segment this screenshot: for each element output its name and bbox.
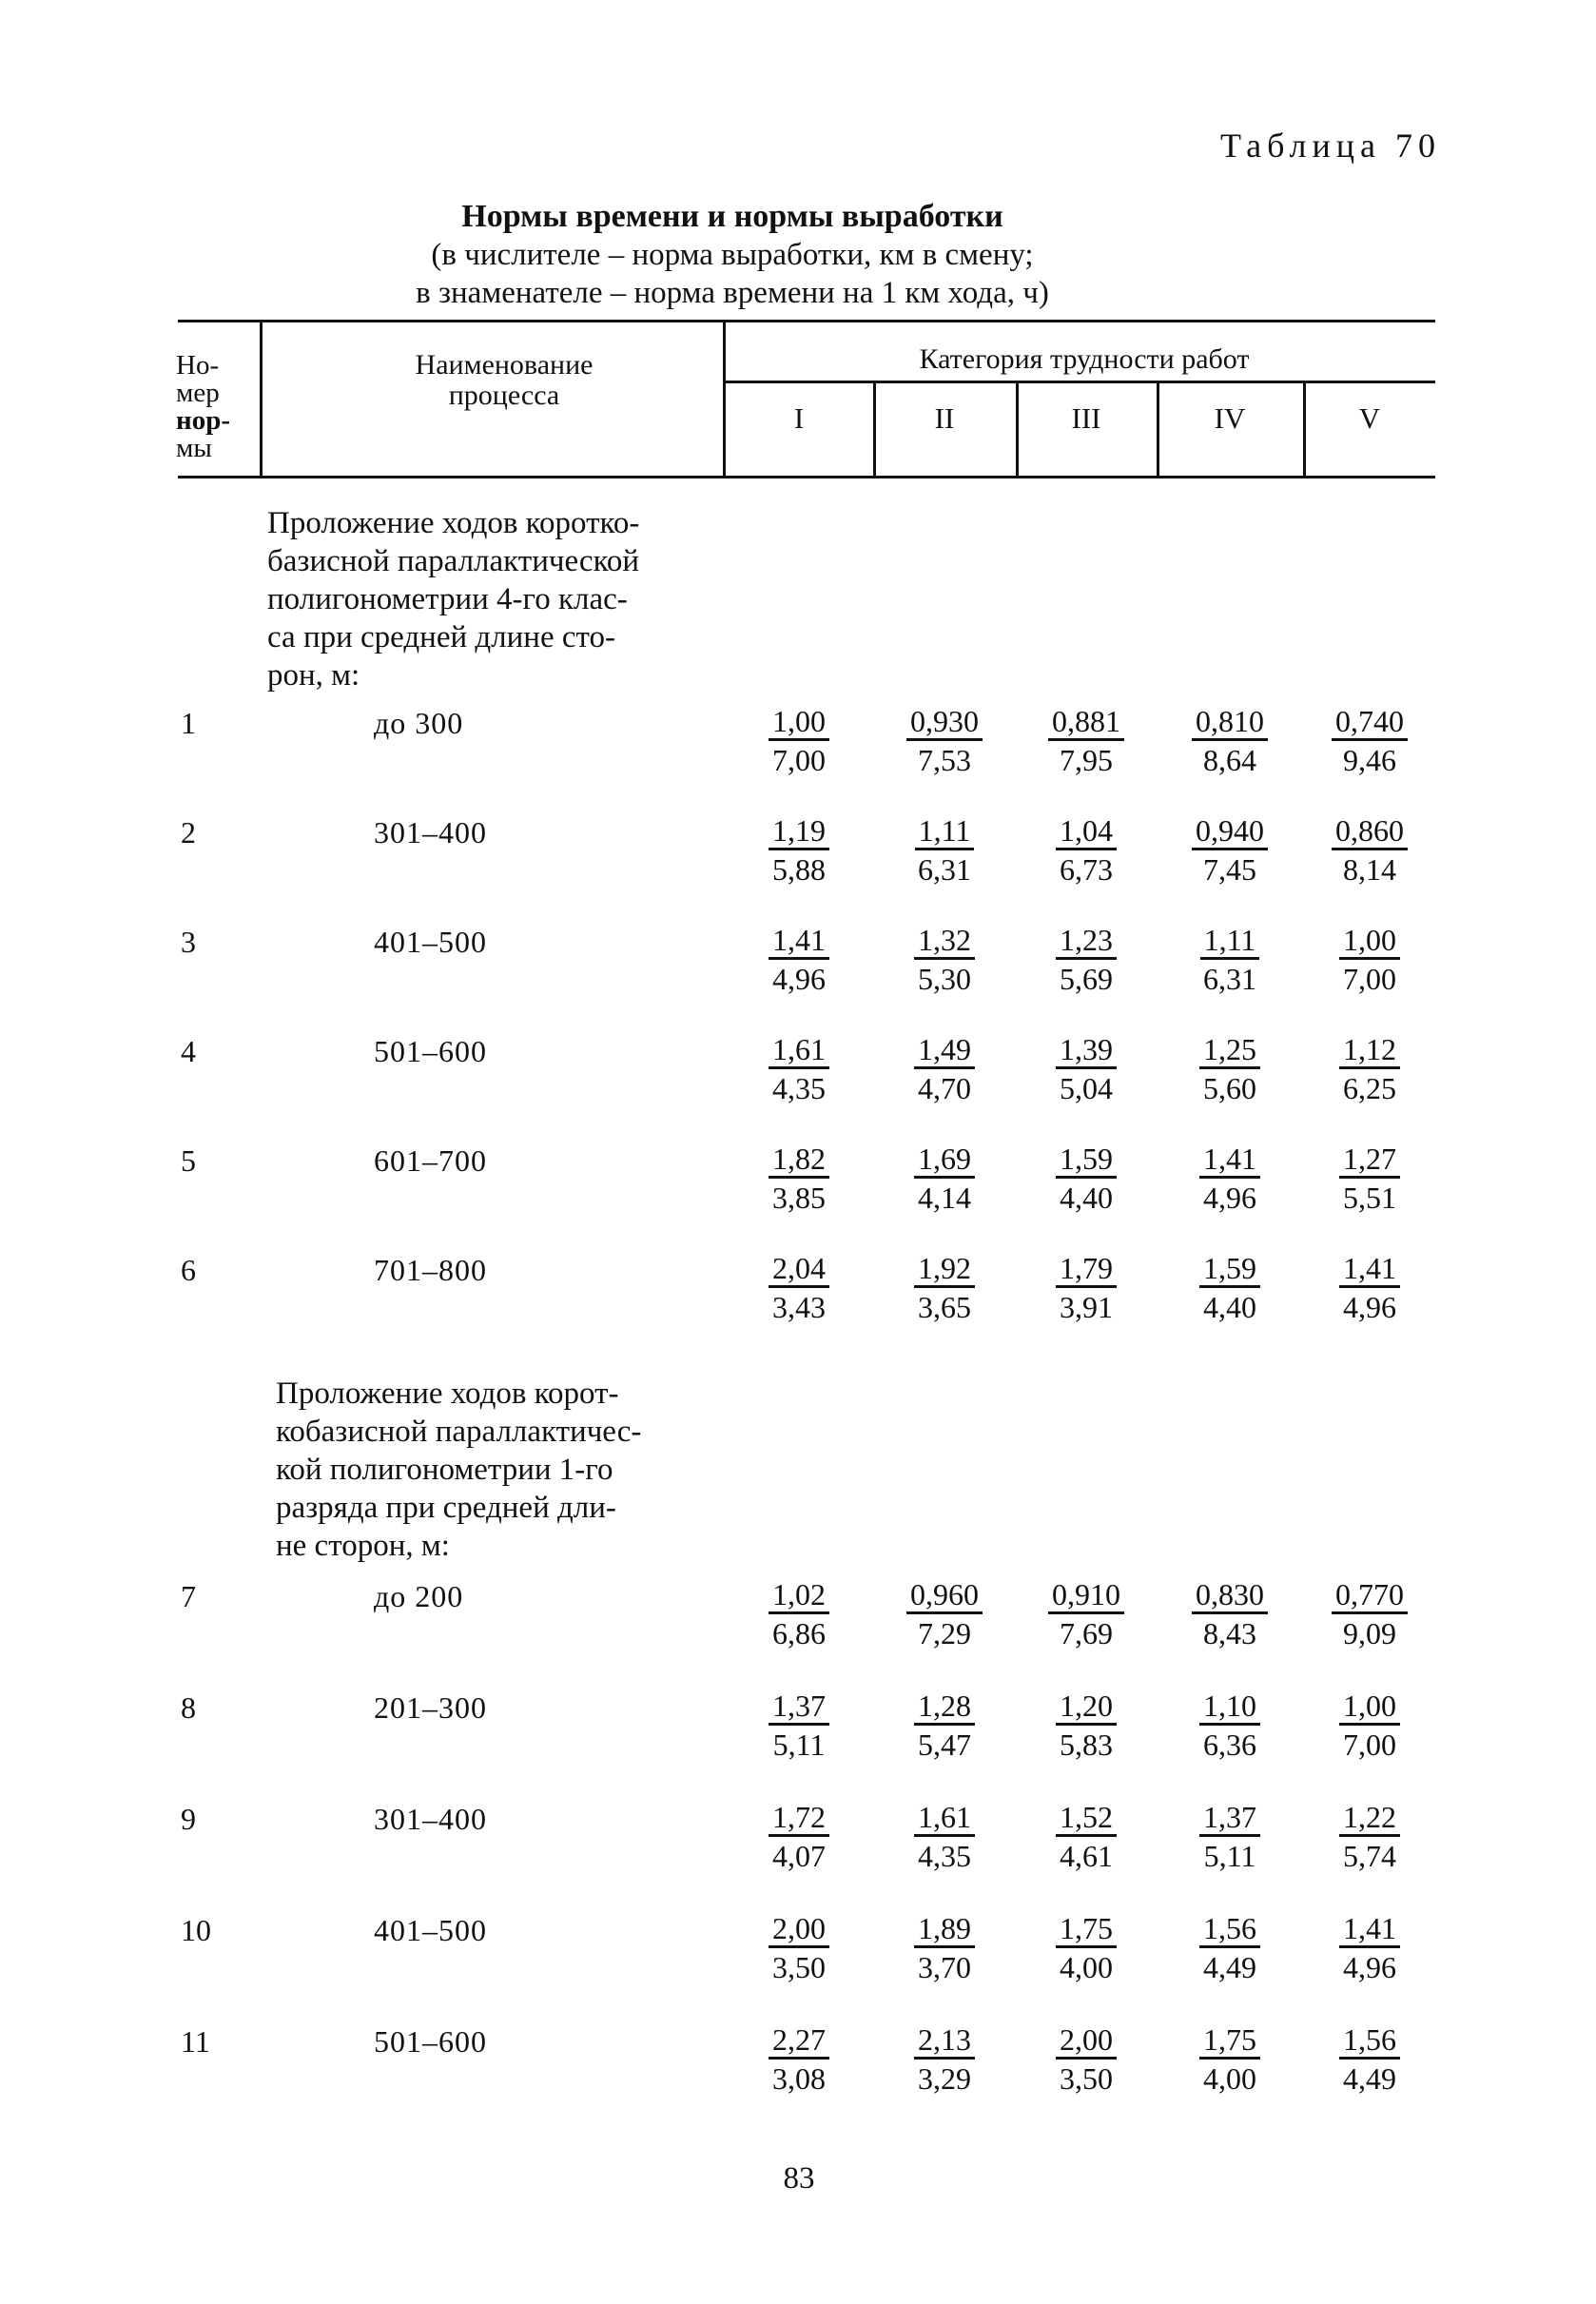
header-col-iii: III — [1071, 401, 1101, 435]
norm-fraction — [1029, 921, 1143, 998]
output-norm-numerator: 1,04 — [1056, 813, 1117, 850]
header-bottom-rule — [178, 476, 1435, 478]
time-norm-denominator: 5,74 — [1343, 1839, 1396, 1873]
time-norm-denominator: 5,83 — [1060, 1728, 1113, 1762]
row-number: 6 — [181, 1253, 196, 1287]
output-norm-numerator: 2,00 — [769, 1911, 829, 1948]
row-number: 9 — [181, 1802, 196, 1836]
output-norm-numerator: 0,930 — [906, 704, 983, 741]
row-number: 4 — [181, 1034, 196, 1068]
output-norm-numerator: 1,37 — [1199, 1800, 1260, 1837]
section-heading: Проложение ходов коротко- базисной параллактической полигонометрии 4-го клас- са при средней длине сто- рон, м: — [267, 506, 640, 693]
norm-fraction — [742, 1249, 856, 1326]
header-col-ii: II — [934, 401, 955, 435]
output-norm-numerator: 1,27 — [1339, 1142, 1400, 1179]
norm-fraction — [742, 811, 856, 888]
row-side-length-range: 501–600 — [374, 1034, 487, 1068]
row-side-length-range: 301–400 — [374, 815, 487, 849]
norm-fraction — [1313, 2021, 1427, 2098]
output-norm-numerator: 0,940 — [1192, 813, 1268, 850]
time-norm-denominator: 9,09 — [1343, 1616, 1396, 1650]
row-number: 5 — [181, 1143, 196, 1178]
norm-fraction — [1029, 2021, 1143, 2098]
time-norm-denominator: 3,65 — [918, 1290, 971, 1324]
category-rule — [725, 381, 1435, 383]
time-norm-denominator: 6,86 — [772, 1616, 826, 1650]
norm-fraction — [1313, 1798, 1427, 1875]
time-norm-denominator: 4,00 — [1060, 1950, 1113, 1984]
output-norm-numerator: 2,13 — [914, 2022, 975, 2060]
output-norm-numerator: 1,00 — [1339, 1689, 1400, 1726]
norm-fraction — [1173, 1798, 1287, 1875]
col-divider-v — [1303, 381, 1306, 478]
time-norm-denominator: 5,51 — [1343, 1181, 1396, 1215]
time-norm-denominator: 4,07 — [772, 1839, 826, 1873]
table-label: Таблица 70 — [1220, 127, 1441, 165]
time-norm-denominator: 7,53 — [918, 743, 971, 777]
output-norm-numerator: 1,41 — [1339, 1911, 1400, 1948]
time-norm-denominator: 4,40 — [1060, 1181, 1113, 1215]
output-norm-numerator: 1,00 — [769, 704, 829, 741]
header-norm-number: Но- мер нор- мы — [176, 350, 230, 463]
norm-fraction — [742, 702, 856, 779]
norm-fraction — [1029, 1575, 1143, 1652]
output-norm-numerator: 1,75 — [1199, 2022, 1260, 2060]
output-norm-numerator: 1,02 — [769, 1577, 829, 1614]
time-norm-denominator: 4,61 — [1060, 1839, 1113, 1873]
time-norm-denominator: 7,29 — [918, 1616, 971, 1650]
time-norm-denominator: 5,60 — [1203, 1071, 1256, 1105]
norm-fraction — [1313, 1575, 1427, 1652]
header-col-i: I — [793, 401, 805, 435]
time-norm-denominator: 4,96 — [772, 962, 826, 996]
output-norm-numerator: 0,860 — [1332, 813, 1408, 850]
row-side-length-range: 201–300 — [374, 1690, 487, 1725]
title-line-3: в знаменателе – норма времени на 1 км хода, ч) — [416, 276, 1049, 310]
output-norm-numerator: 1,41 — [769, 923, 829, 960]
time-norm-denominator: 5,69 — [1060, 962, 1113, 996]
output-norm-numerator: 1,89 — [914, 1911, 975, 1948]
row-side-length-range: 701–800 — [374, 1253, 487, 1287]
norm-fraction — [1173, 1687, 1287, 1764]
time-norm-denominator: 7,00 — [1343, 1728, 1396, 1762]
output-norm-numerator: 1,75 — [1056, 1911, 1117, 1948]
time-norm-denominator: 3,85 — [772, 1181, 826, 1215]
norm-fraction — [887, 1687, 1002, 1764]
time-norm-denominator: 4,96 — [1343, 1290, 1396, 1324]
output-norm-numerator: 1,69 — [914, 1142, 975, 1179]
output-norm-numerator: 1,25 — [1199, 1032, 1260, 1069]
time-norm-denominator: 6,31 — [1203, 962, 1256, 996]
output-norm-numerator: 1,92 — [914, 1251, 975, 1288]
norm-fraction — [887, 702, 1002, 779]
title-line-2: (в числителе – норма выработки, км в смену; — [431, 238, 1034, 272]
time-norm-denominator: 5,30 — [918, 962, 971, 996]
time-norm-denominator: 4,49 — [1343, 2061, 1396, 2096]
row-number: 2 — [181, 815, 196, 849]
time-norm-denominator: 6,36 — [1203, 1728, 1256, 1762]
norm-fraction — [1173, 1909, 1287, 1986]
norm-fraction — [1313, 702, 1427, 779]
output-norm-numerator: 1,11 — [1200, 923, 1260, 960]
output-norm-numerator: 1,00 — [1339, 923, 1400, 960]
table-title — [314, 198, 1151, 312]
time-norm-denominator: 5,04 — [1060, 1071, 1113, 1105]
row-number: 11 — [181, 2024, 210, 2059]
col-divider-iv — [1157, 381, 1159, 478]
time-norm-denominator: 4,96 — [1343, 1950, 1396, 1984]
header-process-name: Наименование процесса — [415, 349, 594, 411]
output-norm-numerator: 0,910 — [1048, 1577, 1124, 1614]
norm-fraction — [1029, 1798, 1143, 1875]
row-side-length-range: до 300 — [374, 706, 464, 740]
output-norm-numerator: 1,11 — [915, 813, 975, 850]
time-norm-denominator: 6,31 — [918, 852, 971, 887]
norm-fraction — [1173, 2021, 1287, 2098]
norm-fraction — [1029, 1909, 1143, 1986]
time-norm-denominator: 9,46 — [1343, 743, 1396, 777]
norm-fraction — [1313, 1909, 1427, 1986]
norm-fraction — [1313, 1687, 1427, 1764]
time-norm-denominator: 4,35 — [772, 1071, 826, 1105]
norm-fraction — [742, 1030, 856, 1107]
header-difficulty-category: Категория трудности работ — [919, 343, 1250, 375]
time-norm-denominator: 5,11 — [1203, 1839, 1256, 1873]
output-norm-numerator: 1,20 — [1056, 1689, 1117, 1726]
time-norm-denominator: 3,70 — [918, 1950, 971, 1984]
norm-fraction — [887, 1798, 1002, 1875]
norm-fraction — [887, 921, 1002, 998]
time-norm-denominator: 3,29 — [918, 2061, 971, 2096]
row-side-length-range: 301–400 — [374, 1802, 487, 1836]
time-norm-denominator: 3,91 — [1060, 1290, 1113, 1324]
row-number: 8 — [181, 1690, 196, 1725]
output-norm-numerator: 0,960 — [906, 1577, 983, 1614]
norm-fraction — [1029, 1140, 1143, 1217]
output-norm-numerator: 1,10 — [1199, 1689, 1260, 1726]
output-norm-numerator: 1,61 — [914, 1800, 975, 1837]
norm-fraction — [742, 921, 856, 998]
norm-fraction — [1313, 1140, 1427, 1217]
norm-fraction — [1313, 811, 1427, 888]
output-norm-numerator: 2,27 — [769, 2022, 829, 2060]
time-norm-denominator: 4,49 — [1203, 1950, 1256, 1984]
col-divider-ii — [873, 381, 876, 478]
output-norm-numerator: 1,82 — [769, 1142, 829, 1179]
norm-fraction — [1173, 811, 1287, 888]
time-norm-denominator: 8,14 — [1343, 852, 1396, 887]
output-norm-numerator: 1,72 — [769, 1800, 829, 1837]
norm-fraction — [1029, 1249, 1143, 1326]
time-norm-denominator: 4,40 — [1203, 1290, 1256, 1324]
header-col-iv: IV — [1214, 401, 1246, 435]
norm-fraction — [1313, 1249, 1427, 1326]
output-norm-numerator: 1,49 — [914, 1032, 975, 1069]
output-norm-numerator: 0,881 — [1048, 704, 1124, 741]
norm-fraction — [887, 1030, 1002, 1107]
norm-fraction — [742, 2021, 856, 2098]
time-norm-denominator: 8,64 — [1203, 743, 1256, 777]
norm-fraction — [742, 1687, 856, 1764]
norm-fraction — [1173, 921, 1287, 998]
norm-fraction — [1173, 1575, 1287, 1652]
output-norm-numerator: 1,61 — [769, 1032, 829, 1069]
norm-fraction — [1313, 921, 1427, 998]
time-norm-denominator: 4,96 — [1203, 1181, 1256, 1215]
output-norm-numerator: 1,41 — [1199, 1142, 1260, 1179]
norm-fraction — [1173, 1249, 1287, 1326]
norm-fraction — [887, 1249, 1002, 1326]
section-heading: Проложение ходов корот- кобазисной параллактичес- кой полигонометрии 1-го разряда при средней дли- не сторон, м: — [276, 1377, 642, 1563]
output-norm-numerator: 0,770 — [1332, 1577, 1408, 1614]
time-norm-denominator: 5,11 — [772, 1728, 826, 1762]
output-norm-numerator: 1,56 — [1199, 1911, 1260, 1948]
output-norm-numerator: 1,41 — [1339, 1251, 1400, 1288]
time-norm-denominator: 7,45 — [1203, 852, 1256, 887]
norm-fraction — [1173, 1140, 1287, 1217]
norm-fraction — [742, 1798, 856, 1875]
output-norm-numerator: 2,04 — [769, 1251, 829, 1288]
time-norm-denominator: 3,50 — [772, 1950, 826, 1984]
time-norm-denominator: 3,08 — [772, 2061, 826, 2096]
output-norm-numerator: 0,810 — [1192, 704, 1268, 741]
output-norm-numerator: 2,00 — [1056, 2022, 1117, 2060]
norm-fraction — [1029, 702, 1143, 779]
time-norm-denominator: 3,43 — [772, 1290, 826, 1324]
row-side-length-range: 401–500 — [374, 1913, 487, 1947]
time-norm-denominator: 3,50 — [1060, 2061, 1113, 2096]
row-number: 10 — [181, 1913, 211, 1947]
norm-fraction — [1029, 1030, 1143, 1107]
norm-fraction — [887, 1909, 1002, 1986]
output-norm-numerator: 1,32 — [914, 923, 975, 960]
row-side-length-range: 501–600 — [374, 2024, 487, 2059]
time-norm-denominator: 5,88 — [772, 852, 826, 887]
output-norm-numerator: 1,19 — [769, 813, 829, 850]
time-norm-denominator: 7,95 — [1060, 743, 1113, 777]
norm-fraction — [742, 1575, 856, 1652]
row-side-length-range: до 200 — [374, 1579, 464, 1613]
row-side-length-range: 601–700 — [374, 1143, 487, 1178]
time-norm-denominator: 6,25 — [1343, 1071, 1396, 1105]
row-number: 3 — [181, 925, 196, 959]
row-number: 7 — [181, 1579, 196, 1613]
time-norm-denominator: 7,00 — [772, 743, 826, 777]
time-norm-denominator: 7,00 — [1343, 962, 1396, 996]
time-norm-denominator: 4,00 — [1203, 2061, 1256, 2096]
time-norm-denominator: 6,73 — [1060, 852, 1113, 887]
norm-fraction — [1029, 811, 1143, 888]
output-norm-numerator: 1,79 — [1056, 1251, 1117, 1288]
norm-fraction — [742, 1140, 856, 1217]
output-norm-numerator: 1,37 — [769, 1689, 829, 1726]
output-norm-numerator: 1,59 — [1199, 1251, 1260, 1288]
norm-fraction — [1173, 702, 1287, 779]
output-norm-numerator: 1,23 — [1056, 923, 1117, 960]
output-norm-numerator: 0,830 — [1192, 1577, 1268, 1614]
norm-fraction — [742, 1909, 856, 1986]
time-norm-denominator: 4,70 — [918, 1071, 971, 1105]
output-norm-numerator: 0,740 — [1332, 704, 1408, 741]
norm-fraction — [887, 2021, 1002, 2098]
time-norm-denominator: 8,43 — [1203, 1616, 1256, 1650]
output-norm-numerator: 1,28 — [914, 1689, 975, 1726]
row-number: 1 — [181, 706, 196, 740]
output-norm-numerator: 1,22 — [1339, 1800, 1400, 1837]
norm-fraction — [887, 1140, 1002, 1217]
norm-fraction — [887, 811, 1002, 888]
time-norm-denominator: 7,69 — [1060, 1616, 1113, 1650]
norm-fraction — [1173, 1030, 1287, 1107]
output-norm-numerator: 1,52 — [1056, 1800, 1117, 1837]
time-norm-denominator: 5,47 — [918, 1728, 971, 1762]
header-col-v: V — [1358, 401, 1381, 435]
norm-fraction — [1313, 1030, 1427, 1107]
time-norm-denominator: 4,35 — [918, 1839, 971, 1873]
row-side-length-range: 401–500 — [374, 925, 487, 959]
norm-fraction — [1029, 1687, 1143, 1764]
output-norm-numerator: 1,56 — [1339, 2022, 1400, 2060]
norm-fraction — [887, 1575, 1002, 1652]
col-divider-iii — [1016, 381, 1019, 478]
page-number: 83 — [783, 2161, 815, 2196]
output-norm-numerator: 1,12 — [1339, 1032, 1400, 1069]
table-top-rule — [178, 320, 1435, 322]
time-norm-denominator: 4,14 — [918, 1181, 971, 1215]
output-norm-numerator: 1,39 — [1056, 1032, 1117, 1069]
title-line-1: Нормы времени и нормы выработки — [461, 199, 1003, 234]
output-norm-numerator: 1,59 — [1056, 1142, 1117, 1179]
